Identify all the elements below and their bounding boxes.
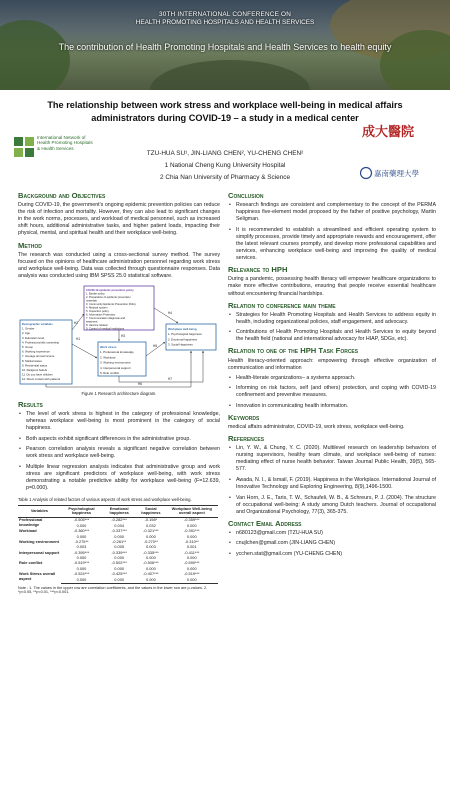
demo-box-line: 7. Average annual income (22, 354, 55, 359)
wellbeing-box-line: Workplace well-being (168, 327, 197, 332)
table-cell: 0.000 (102, 577, 136, 583)
task-force-heading: Relation to one of the HPH Task Forces (228, 346, 359, 356)
table-cell: -0.270** (143, 538, 158, 544)
task-force-item: • Health-literate organizations– a systems approach. (228, 375, 436, 382)
contact-email[interactable]: • ycchen.stat@gmail.com (YU-CHENG CHEN) (228, 551, 436, 558)
method-text: The research was conducted using a cross-sectional survey method. The survey focused on the opinions of healthcare administration personnel regarding work stress and workplace well-being. Data was collected through questionnaire responses. Data analysis was conducted using IBM SPSS 25.0 statistical software. (18, 251, 220, 279)
task-force-text: Health literacy-oriented approach: empowering through effective organization of communication and information (228, 357, 436, 371)
wellbeing-box-line: 3. Social Happiness (168, 342, 193, 347)
contact-email[interactable]: • n680123@gmail.com (TZU-HUA SU) (228, 530, 436, 537)
demo-box-line: 2. Age (22, 331, 30, 336)
correlation-table (18, 505, 218, 584)
wellbeing-box-line: 1. Psychological happiness (168, 332, 202, 337)
stress-box-line: 5. Role conflict (100, 371, 119, 376)
arrow-label: H3 (121, 334, 126, 339)
theme-item: • Strategies for Health Promoting Hospitals and Health Services to address equity in health, including organizational policies, staff engagement, and advocacy. (228, 312, 436, 326)
table-cell: 0.000 (61, 577, 102, 583)
hph-logo-line-2: Health Promoting Hospitals (37, 140, 93, 146)
demo-box-line: 12. Direct contact with patients (22, 377, 61, 382)
research-architecture-diagram (18, 284, 218, 388)
covid-box-line: 2. Preparation of epidemic prevention (86, 296, 131, 300)
table-cell: -0.411*** (184, 549, 200, 555)
hph-logo-line-3: & Health Services (37, 145, 74, 151)
references-list (228, 445, 436, 516)
hph-logo-line-1: International Network of (37, 135, 86, 140)
conclusion-item: • Research findings are consistent and complementary to the concept of the PERMA happiness five-element model proposed by the father of positive psychology, Martin Seligman. (228, 202, 436, 223)
arrow-label: H1 (76, 337, 81, 342)
table-cell: -0.519*** (183, 571, 200, 577)
table-cell: 0.032 (146, 522, 156, 528)
right-column (228, 188, 436, 561)
method-heading: Method (18, 240, 42, 250)
covid-box-line: 4. Medical system (86, 306, 108, 310)
contact-heading: Contact Email Address (228, 518, 302, 528)
demo-box-line: 9. Residential status (22, 363, 48, 368)
affiliation-1: 1 National Cheng Kung University Hospital (164, 162, 286, 169)
author-names: TZU-HUA SU¹, JIN-LIANG CHEN², YU-CHENG CHEN² (146, 150, 304, 157)
arrow-label: H6 (138, 382, 143, 387)
covid-box-line: materials (86, 299, 97, 303)
demo-box-line: 6. Working experience (22, 349, 50, 354)
results-list (18, 411, 220, 492)
left-column (18, 188, 220, 595)
ncku-logo-text: 成大醫院 (362, 125, 415, 140)
demo-box-line: Demographic variables (22, 322, 53, 327)
theme-item: • Contributions of Health Promoting Hospitals and Health Services to equity beyond the health field (national and international advocacy for HIAP, SDGs, etc). (228, 329, 436, 343)
conference-banner (0, 0, 450, 90)
author-block (110, 148, 340, 184)
table-row-label: Working environment (19, 538, 59, 544)
banner-line-1: 30TH INTERNATIONAL CONFERENCE ON (158, 11, 292, 18)
table-cell: -0.519*** (73, 560, 90, 566)
table-cell: -0.275** (74, 538, 89, 544)
results-heading: Results (18, 400, 43, 410)
demo-box-line: 1. Gender (22, 326, 35, 331)
table-cell: 0.000 (146, 555, 156, 561)
covid-box-line: 8. Vaccine related (86, 324, 108, 328)
covid-box-line: 7. Communication diagnosis and (86, 317, 125, 321)
results-item: • The level of work stress is highest in the category of professional knowledge, whereas workplace well-being is most prominent in the category of social happiness. (18, 411, 220, 432)
background-heading: Background and Objectives (18, 191, 106, 200)
table-cell: 0.000 (76, 533, 87, 539)
hph-heading: Relevance to HPH (228, 265, 288, 275)
covid-box-line: 9. Control of medical institutions (86, 327, 125, 331)
table-cell: 0.001 (186, 544, 197, 550)
table-row-label: Interpersonal support (19, 549, 60, 555)
table-cell: 0.000 (76, 522, 87, 528)
demo-box-line: 10. Religious beliefs (22, 368, 48, 373)
table-cell: 0.004 (114, 522, 125, 528)
table-cell: -0.502*** (111, 560, 127, 566)
demo-box-line: 5. Group (22, 345, 33, 350)
demo-box-line: 11. Do you have children (22, 372, 53, 377)
table-cell: -0.506*** (143, 560, 159, 566)
cnu-logo (360, 166, 430, 180)
table-cell: 0.000 (114, 565, 125, 571)
table-cell: -0.391*** (183, 528, 200, 534)
title-line-1: The relationship between work stress and workplace well-being in medical affairs (47, 100, 403, 110)
arrow-label: H7 (168, 377, 173, 382)
conclusion-heading: Conclusion (228, 191, 264, 200)
covid-box-line: treatment (86, 320, 98, 324)
background-text: During COVID-19, the government's ongoing epidemic prevention policies can reduce the risk of infection and mortality. However, they can also lead to significant changes in the work norms, processes, and workload of medical personnel, such as increased shift hours, additional administrative tasks, and higher patient loads, impacting their physical, mental, and spiritual health and their workplace well-being. (18, 202, 220, 237)
table-row-label: Role conflict (19, 560, 43, 566)
table-cell: 0.000 (186, 555, 197, 561)
table-cell: 0.000 (186, 522, 197, 528)
reference-item: • Lin, Y. W., & Chung, Y. C. (2020). Multilevel research on leadership behaviors of nursing supervisors, healthy team climate, and workplace well-being of nurses: mediating effect of nurse health behavior. Taiwan Journal Public Health, 39(5), 565-577. (228, 445, 436, 473)
wellbeing-box-line: 2. Emotional happiness (168, 337, 198, 342)
reference-item: • Van Horn, J. E., Taris, T. W., Schaufeli, W. B., & Schreurs, P. J. (2004). The structure of occupational well-being: A study among Dutch teachers. Journal of occupational and Organizational Psychology, 77(3), 365-375. (228, 495, 436, 516)
keywords-text: medical affairs administrator, COVID-19, work stress, workplace well-being. (228, 424, 405, 430)
table-header: Social happiness (136, 505, 165, 517)
table-note: Note : 1. The values in the upper row are correlation coefficients, and the values in the lower row are p-values. 2. *p<0.05, **p<0.01, ***p<0.001. (18, 585, 208, 595)
table-cell: 0.003 (146, 544, 156, 550)
stress-box-line: 2. Workload (100, 355, 116, 360)
table-row-label: Work Stress overall aspect (19, 571, 56, 581)
table-cell: -0.335*** (143, 549, 159, 555)
figure-caption: Figure 1 Research architecture diagram. (81, 391, 157, 397)
stress-box-line: 1. Professional knowledge (100, 350, 134, 355)
arrow-label: H2 (74, 321, 79, 326)
covid-box-line: 3. Community Epidemic Prevention Policy (86, 303, 136, 307)
title-line-2: administrators during COVID-19 – a study in a medical center (91, 113, 359, 123)
demo-box-line: 4. Professional title ownership (22, 340, 60, 345)
cnu-logo-text: 嘉南藥理大學 (374, 169, 419, 178)
banner-line-2: HEALTH PROMOTING HOSPITALS AND HEALTH SERVICES (135, 19, 315, 26)
table-cell: 0.000 (76, 555, 87, 561)
table-cell: 0.000 (76, 565, 87, 571)
table-header: Workplace Well-being overall aspect (166, 505, 218, 517)
table-cell: 0.000 (186, 533, 197, 539)
table-cell: -0.198* (144, 517, 158, 523)
stress-box-line: Work stress (100, 345, 117, 350)
contact-list (228, 530, 436, 558)
table-cell: -0.337*** (111, 528, 127, 534)
table-caption: Table 1 Analysis of related factors of various aspects of work stress and workplace well-being. (18, 496, 192, 502)
table-row-label: Professional knowledge (19, 517, 43, 527)
table-header: Psychological happiness (61, 505, 102, 517)
conclusion-item: • It is recommended to establish a streamlined and efficient operating system to simplify processes, provide timely and appropriate rewards and encouragement, offer the latest relevant courses promptly, and develop more professional capabilities and services, enhancing workplace well-being and improving the quality of medical services. (228, 227, 436, 262)
results-item: • Multiple linear regression analysis indicates that administrative group and work stress are significant predictors of workplace well-being, with work stress demonstrating a notable predictive ability for workplace well-being (F=12.639, p=0.000). (18, 464, 220, 492)
arrow-label: H5 (153, 344, 158, 349)
task-force-item: • Innovation in communicating health information. (228, 403, 436, 410)
demo-box-line: 3. Education level (22, 335, 45, 340)
table-cell: -0.310** (184, 538, 199, 544)
table-cell: 0.005 (114, 544, 125, 550)
reference-item: • Awada, N. I., & Ismail, F. (2019). Happiness in the Workplace. International Journal of Innovative Technology and Exploring Engineering, 8(9),1496-1500. (228, 477, 436, 491)
table-cell: -0.339*** (111, 549, 127, 555)
table-cell: 0.003 (76, 544, 87, 550)
keywords-heading: Keywords (228, 412, 260, 422)
table-cell: -0.407*** (143, 571, 159, 577)
table-cell: -0.524*** (73, 571, 90, 577)
theme-heading: Relation to conference main theme (228, 300, 336, 310)
conclusion-list (228, 202, 436, 262)
covid-box-line: 6. Information Protection (86, 313, 116, 317)
covid-box-line: COVID-19 epidemic prevention policy (86, 289, 134, 293)
covid-box-line: 5. Inspection policy (86, 310, 109, 314)
ncku-hospital-logo (360, 122, 430, 140)
table-cell: -0.505*** (73, 517, 90, 523)
table-header: Emotional happiness (102, 505, 136, 517)
table-cell: -0.282*** (111, 517, 127, 523)
table-cell: -0.261** (112, 538, 127, 544)
theme-list (228, 312, 436, 344)
stress-box-line: 3. Working environment (100, 360, 131, 365)
table-row-label: Workload (19, 528, 37, 534)
table-cell: -0.395*** (73, 549, 90, 555)
table-cell: -0.321*** (143, 528, 159, 534)
references-heading: References (228, 434, 265, 444)
demo-box-line: 8. Marital status (22, 358, 42, 363)
results-item: • Pearson correlation analysis reveals a significant negative correlation between work stress and workplace well-being. (18, 446, 220, 460)
arrow-label: H4 (168, 311, 173, 316)
table-cell: -0.359*** (183, 517, 200, 523)
table-cell: 0.000 (136, 577, 165, 583)
results-item: • Both aspects exhibit significant differences in the administrative group. (18, 436, 220, 443)
banner-line-3: The contribution of Health Promoting Hospitals and Health Services to health equity (58, 42, 392, 52)
hph-logo-icon (14, 137, 34, 159)
contact-email[interactable]: • cnujlchen@gmail.com (JIN-LIANG CHEN) (228, 540, 436, 547)
table-cell: 0.000 (146, 533, 156, 539)
task-force-list (228, 375, 436, 410)
hph-text: During a pandemic, possessing health literacy will empower healthcare organizations to make more effective contributions, ensuring that people receive essential healthcare without encountering financial hardships. (228, 276, 436, 297)
table-header: Variables (18, 505, 61, 517)
table-cell: 0.000 (114, 555, 125, 561)
table-cell: 0.000 (146, 565, 156, 571)
table-cell: 0.000 (186, 565, 197, 571)
task-force-item: • Informing on risk factors, self (and others) protection, and coping with COVID-19 confinement and preventive measures. (228, 385, 436, 399)
covid-box-line: 1. Border policy (86, 292, 105, 296)
table-cell: -0.590*** (183, 560, 200, 566)
table-cell: -0.360*** (73, 528, 90, 534)
table-cell: 0.000 (114, 533, 125, 539)
table-cell: -0.425*** (111, 571, 127, 577)
table-cell: 0.000 (166, 577, 218, 583)
affiliation-2: 2 Chia Nan University of Pharmacy & Science (160, 174, 290, 181)
stress-box-line: 4. Interpersonal support (100, 365, 131, 370)
